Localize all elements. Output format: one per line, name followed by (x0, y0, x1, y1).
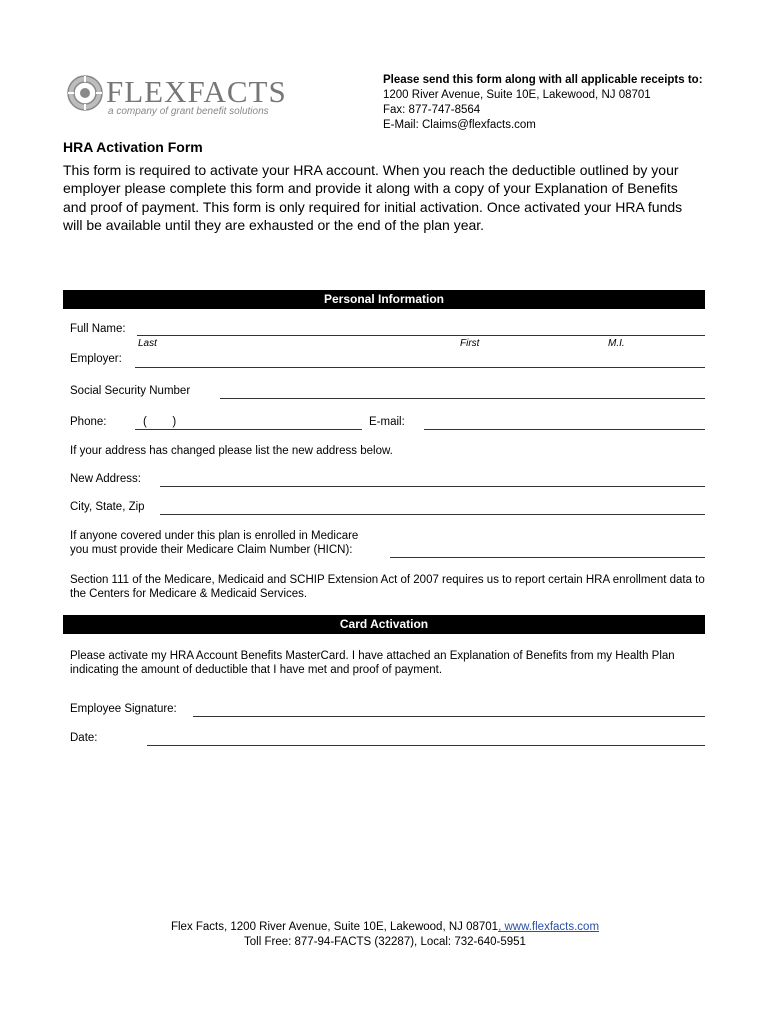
new-address-field[interactable] (160, 486, 705, 487)
form-intro: This form is required to activate your HRA account. When you reach the deductible outlined by your employer please complete this form and provide it along with a copy of your Explanation of Benefits and proof of payment. This form is only required for initial activation. Once activated your HRA funds will be available until they are exhausted or the end of the plan year. (63, 162, 683, 234)
send-to-email: E-Mail: Claims@flexfacts.com (383, 119, 536, 131)
footer-address: Flex Facts, 1200 River Avenue, Suite 10E, Lakewood, NJ 08701 (170, 921, 499, 933)
city-state-zip-field[interactable] (160, 514, 705, 515)
footer-line1 (0, 920, 770, 935)
full-name-field[interactable] (137, 335, 705, 336)
logo-emblem-icon (66, 74, 104, 112)
send-to-heading: Please send this form along with all applicable receipts to: (383, 74, 703, 86)
employer-label: Employer: (70, 353, 122, 365)
send-to-address: 1200 River Avenue, Suite 10E, Lakewood, NJ 08701 (383, 89, 651, 101)
new-address-label: New Address: (70, 473, 141, 485)
personal-information-header: Personal Information (63, 290, 705, 309)
email-field[interactable] (424, 429, 705, 430)
employer-field[interactable] (135, 367, 705, 368)
card-activation-statement: Please activate my HRA Account Benefits MasterCard. I have attached an Explanation of Benefits from my Health Plan indicating the amount of deductible that I have met and proof of payment. (70, 650, 675, 676)
ssn-label: Social Security Number (70, 385, 191, 397)
middle-initial-caption: M.I. (608, 338, 625, 349)
send-to-fax: Fax: 877-747-8564 (383, 104, 481, 116)
date-field[interactable] (147, 745, 705, 746)
ssn-field[interactable] (220, 398, 705, 399)
company-logo (66, 72, 287, 120)
email-label: E-mail: (369, 416, 405, 428)
send-to-block (383, 73, 703, 133)
medicare-note-line2: you must provide their Medicare Claim Number (HICN): (70, 544, 353, 556)
phone-field[interactable] (135, 429, 362, 430)
full-name-label: Full Name: (70, 323, 126, 335)
footer-website-link[interactable]: , www.flexfacts.com (498, 921, 600, 933)
form-title: HRA Activation Form (63, 139, 203, 155)
first-name-caption: First (460, 338, 480, 349)
page-footer (0, 920, 770, 950)
hicn-field[interactable] (390, 557, 705, 558)
footer-phone: Toll Free: 877-94-FACTS (32287), Local: 732-640-5951 (244, 936, 526, 948)
phone-label: Phone: (70, 416, 107, 428)
card-activation-header: Card Activation (63, 615, 705, 634)
phone-area-code-parens: ( ) (143, 416, 177, 428)
last-name-caption: Last (138, 338, 157, 349)
logo-wordmark: FLEXFACTS (106, 74, 287, 109)
employee-signature-field[interactable] (193, 716, 705, 717)
date-label: Date: (70, 732, 98, 744)
section-111-notice: Section 111 of the Medicare, Medicaid and SCHIP Extension Act of 2007 requires us to report certain HRA enrollment data to the Centers for Medicare & Medicaid Services. (70, 574, 705, 600)
logo-tagline: a company of grant benefit solutions (108, 106, 269, 117)
employee-signature-label: Employee Signature: (70, 703, 177, 715)
address-change-note: If your address has changed please list the new address below. (70, 445, 393, 457)
medicare-note-line1: If anyone covered under this plan is enrolled in Medicare (70, 530, 359, 542)
city-state-zip-label: City, State, Zip (70, 501, 145, 513)
